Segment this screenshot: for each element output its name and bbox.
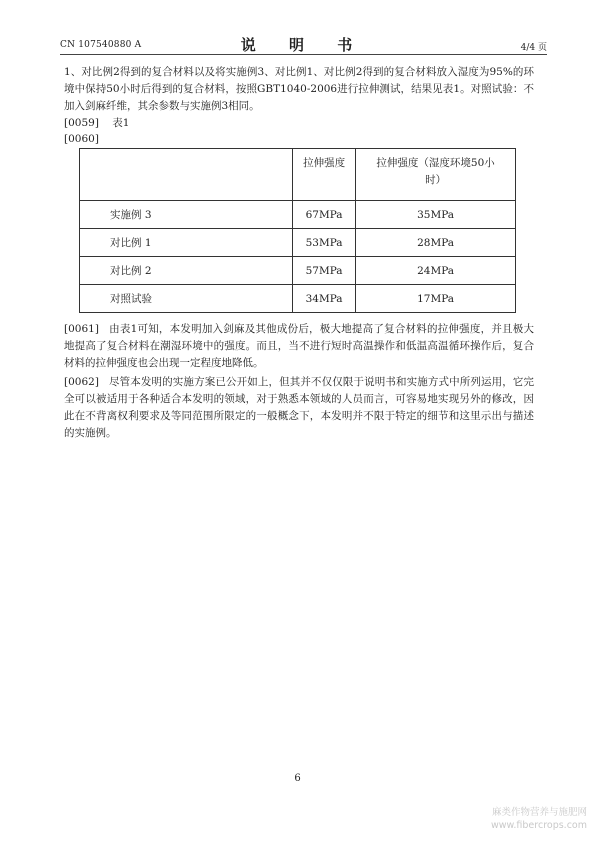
paragraph-tag: [0059] bbox=[64, 117, 99, 129]
page-header bbox=[60, 34, 547, 55]
watermark bbox=[491, 806, 587, 832]
paragraph-text: 由表1可知，本发明加入剑麻及其他成份后，极大地提高了复合材料的拉伸强度，并且极大地提高了复合材料在潮湿环境中的强度。而且，当不进行短时高温操作和低温高温循环操作后，复合材料的拉伸强度也会出现一定程度地降低。 bbox=[64, 323, 534, 369]
table-header-row bbox=[80, 149, 516, 201]
table-cell: 34MPa bbox=[293, 285, 356, 313]
table-cell: 35MPa bbox=[356, 201, 516, 229]
table-cell: 对比例 1 bbox=[80, 229, 293, 257]
table-cell: 17MPa bbox=[356, 285, 516, 313]
table-row bbox=[80, 201, 516, 229]
paragraph-tag: [0062] bbox=[64, 376, 99, 388]
table-caption: 表1 bbox=[112, 117, 130, 129]
watermark-line: 麻类作物营养与施肥网 bbox=[491, 807, 587, 818]
watermark-line: www.fibercrops.com bbox=[490, 820, 587, 831]
table-cell: 实施例 3 bbox=[80, 201, 293, 229]
table-header-cell bbox=[80, 149, 293, 201]
table-row bbox=[80, 257, 516, 285]
paragraph-tag: [0061] bbox=[64, 323, 99, 335]
table-row bbox=[80, 285, 516, 313]
table-cell: 24MPa bbox=[356, 257, 516, 285]
table-cell: 57MPa bbox=[293, 257, 356, 285]
table-header-cell: 拉伸强度（湿度环境50小时） bbox=[356, 149, 516, 201]
page-indicator: 4/4 页 bbox=[520, 43, 547, 53]
paragraph-0059 bbox=[64, 115, 534, 132]
table-row bbox=[80, 229, 516, 257]
table-cell: 67MPa bbox=[293, 201, 356, 229]
document-title: 说 明 书 bbox=[240, 36, 367, 54]
table-cell: 对比例 2 bbox=[80, 257, 293, 285]
table-cell: 28MPa bbox=[356, 229, 516, 257]
paragraph-tag: [0060] bbox=[64, 133, 99, 145]
publication-number: CN 107540880 A bbox=[60, 40, 142, 50]
paragraph-text: 尽管本发明的实施方案已公开如上，但其并不仅仅限于说明书和实施方式中所列运用，它完全可以被适用于各种适合本发明的领域，对于熟悉本领域的人员而言，可容易地实现另外的修改，因此在不背离权利要求及等同范围所限定的一般概念下，本发明并不限于特定的细节和这里示出与描述的实施例。 bbox=[64, 376, 534, 439]
page-number: 6 bbox=[294, 773, 301, 784]
table-cell: 53MPa bbox=[293, 229, 356, 257]
paragraph-0062 bbox=[64, 374, 534, 442]
table-header-cell: 拉伸强度 bbox=[293, 149, 356, 201]
paragraph-0061 bbox=[64, 321, 534, 372]
intro-paragraph: 1、对比例2得到的复合材料以及将实施例3、对比例1、对比例2得到的复合材料放入湿度为95%的环境中保持50小时后得到的复合材料，按照GBT1040-2006进行拉伸测试，结果见表1。对照试验：不加入剑麻纤维，其余参数与实施例3相同。 bbox=[64, 66, 534, 112]
paragraph-0060 bbox=[64, 131, 534, 148]
results-table bbox=[79, 148, 516, 312]
table-cell: 对照试验 bbox=[80, 285, 293, 313]
